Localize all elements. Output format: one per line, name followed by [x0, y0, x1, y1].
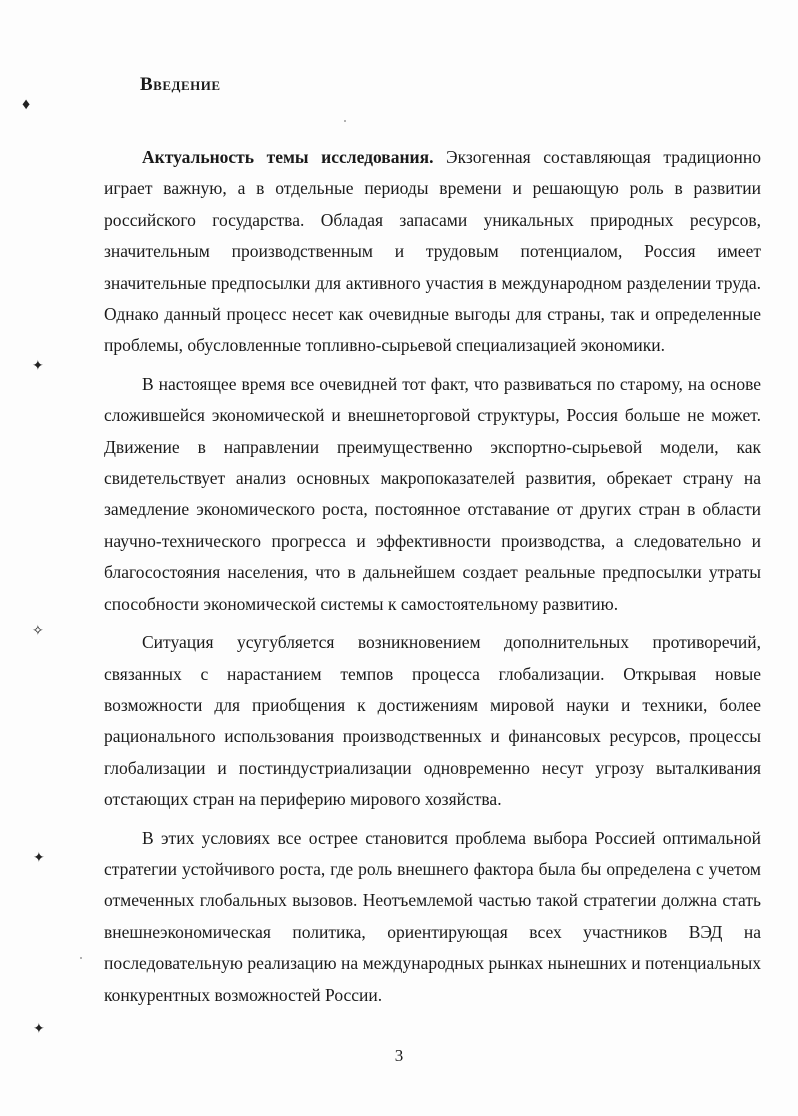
page-number: 3 [394, 1046, 404, 1065]
scan-mark: ✦ [33, 1022, 45, 1037]
paragraph [104, 823, 761, 1011]
scan-dot [80, 957, 82, 959]
scan-dot [344, 120, 346, 122]
scan-mark: ♦ [22, 96, 31, 113]
paragraph [104, 369, 761, 620]
paragraph-lead: Актуальность темы исследования. [142, 147, 434, 167]
paragraph [104, 142, 761, 362]
section-heading: Введение [140, 74, 221, 95]
scan-mark: ✦ [33, 851, 45, 866]
paragraph-text: В этих условиях все острее становится проблема выбора Россией оптимальной стратегии устойчивого роста, где роль внешнего фактора была бы определена с учетом отмеченных глобальных вызовов. Неотъемлемой частью такой стратегии должна стать внешнеэкономическая политика, ориентирующая всех участников ВЭД на последовательную реализацию на международных рынках нынешних и потенциальных конкурентных возможностей России. [104, 827, 761, 1005]
paragraph-text: Ситуация усугубляется возникновением дополнительных противоречий, связанных с нарастанием темпов процесса глобализации. Открывая новые возможности для приобщения к достижениям мировой науки и техники, более рационального использования производственных и финансовых ресурсов, процессы глобализации и постиндустриализации одновременно несут угрозу выталкивания отстающих стран на периферию мирового хозяйства. [104, 632, 761, 810]
body-text [104, 142, 761, 1018]
scan-mark: ✦ [32, 359, 44, 374]
paragraph [104, 627, 761, 815]
paragraph-text: Экзогенная составляющая традиционно играет важную, а в отдельные периоды времени и решающую роль в развитии российского государства. Обладая запасами уникальных природных ресурсов, значительным производственным и трудовым потенциалом, Россия имеет значительные предпосылки для активного участия в международном разделении труда. Однако данный процесс несет как очевидные выгоды для страны, так и определенные проблемы, обусловленные топливно-сырьевой специализацией экономики. [104, 147, 761, 356]
scan-mark: ✧ [32, 624, 44, 639]
paragraph-text: В настоящее время все очевидней тот факт, что развиваться по старому, на основе сложившейся экономической и внешнеторговой структуры, Россия больше не может. Движение в направлении преимущественно экспортно-сырьевой модели, как свидетельствует анализ основных макропоказателей развития, обрекает страну на замедление экономического роста, постоянное отставание от других стран в области научно-технического прогресса и эффективности производства, а следовательно и благосостояния населения, что в дальнейшем создает реальные предпосылки утраты способности экономической системы к самостоятельному развитию. [104, 373, 761, 614]
